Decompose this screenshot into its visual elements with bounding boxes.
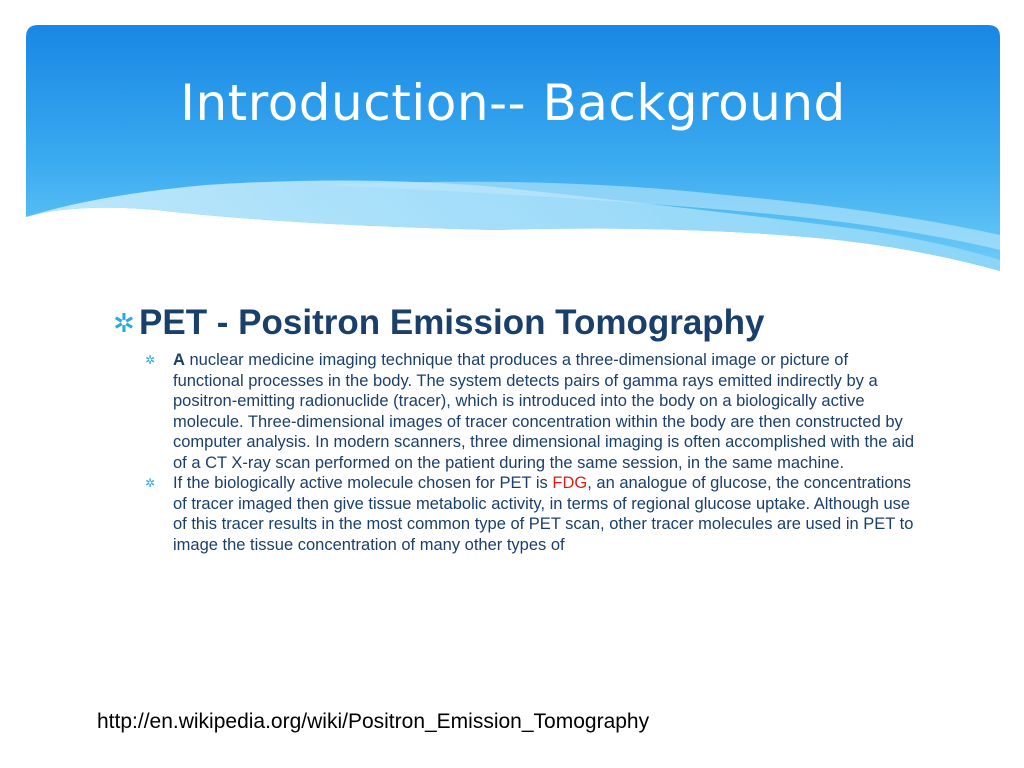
asterisk-bullet-icon: ✲ xyxy=(113,308,135,338)
sub-bullet-item-2 xyxy=(145,473,923,555)
asterisk-bullet-icon: ✲ xyxy=(145,353,156,367)
heading-bullet-item xyxy=(113,300,923,346)
heading-bullet-text: PET - Positron Emission Tomography xyxy=(139,303,765,342)
fdg-highlight: FDG xyxy=(552,474,588,492)
bullet-text-before: If the biologically active molecule chosen for PET is xyxy=(173,474,553,492)
sub-bullet-item-1 xyxy=(145,350,923,473)
bullet-text: nuclear medicine imaging technique that produces a three-dimensional image or picture of functional processes in the body. The system detects pairs of gamma rays emitted indirectly by a positron-emitting radionuclide (tracer), which is introduced into the body on a biologically active molecule. Three-dimensional images of tracer concentration within the body are then constructed by computer analysis. In modern scanners, three dimensional imaging is often accomplished with the aid of a CT X-ray scan performed on the patient during the same session, in the same machine. xyxy=(173,351,915,472)
bullet-bold-lead: A xyxy=(173,351,185,369)
slide-content xyxy=(113,300,923,555)
source-link[interactable]: http://en.wikipedia.org/wiki/Positron_Emission_Tomography xyxy=(97,710,650,733)
asterisk-bullet-icon: ✲ xyxy=(145,476,156,490)
header-banner xyxy=(26,25,1000,275)
slide-title: Introduction-- Background xyxy=(180,74,846,132)
bullet-text-after: , an analogue of glucose, the concentrations of tracer imaged then give tissue metabolic activity, in terms of regional glucose uptake. Although use of this tracer results in the most common type of PET scan, other tracer molecules are used in PET to image the tissue concentration of many other types of xyxy=(173,474,914,554)
